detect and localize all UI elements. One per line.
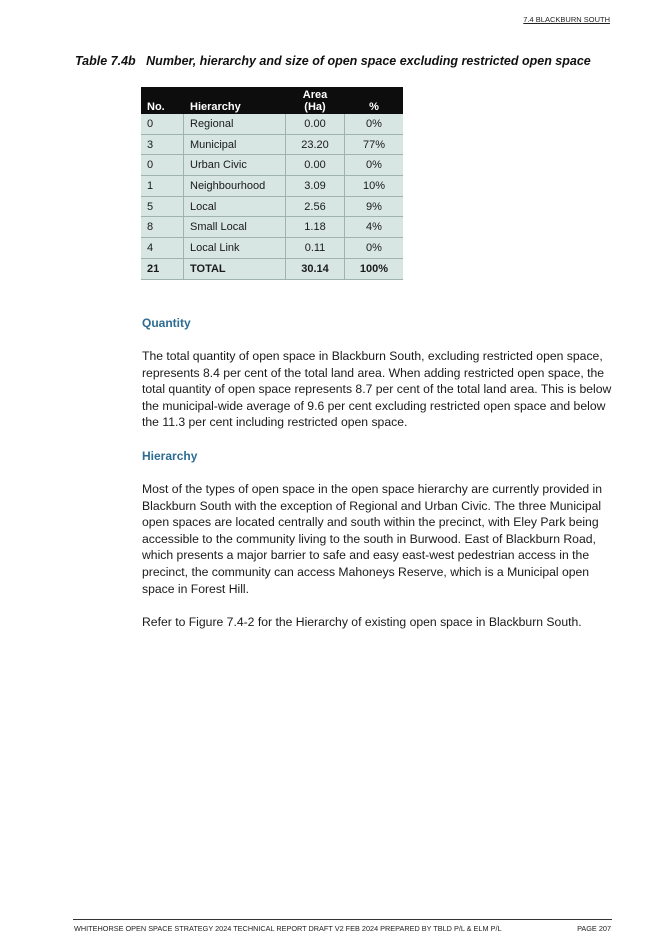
header-area-line2: (Ha) (304, 101, 326, 113)
cell-hierarchy: Regional (184, 114, 286, 134)
cell-hierarchy: Neighbourhood (184, 176, 286, 197)
header-area-line1: Area (302, 89, 328, 101)
header-percent: % (345, 87, 404, 114)
table-row (141, 155, 403, 176)
cell-area: 2.56 (286, 196, 345, 217)
footer-document-info: WHITEHORSE OPEN SPACE STRATEGY 2024 TECHNICAL REPORT DRAFT V2 FEB 2024 PREPARED BY TBLD P/L & ELM P/L (74, 924, 502, 933)
cell-no: 0 (141, 155, 184, 176)
footer-divider (73, 919, 612, 920)
cell-area: 3.09 (286, 176, 345, 197)
cell-percent: 9% (345, 196, 404, 217)
cell-hierarchy: Local (184, 196, 286, 217)
table-caption (75, 54, 591, 68)
cell-no: 4 (141, 238, 184, 259)
total-area: 30.14 (286, 258, 345, 279)
cell-percent: 10% (345, 176, 404, 197)
table-row (141, 114, 403, 134)
cell-hierarchy: Urban Civic (184, 155, 286, 176)
cell-percent: 0% (345, 114, 404, 134)
cell-no: 1 (141, 176, 184, 197)
quantity-paragraph: The total quantity of open space in Blackburn South, excluding restricted open space, represents 8.4 per cent of the total land area. When adding restricted open space, the total quantity of open space represents 8.7 per cent of the total land area. This is below the municipal-wide average of 9.6 per cent excluding restricted open space and below the 11.3 per cent including restricted open space. (142, 349, 612, 430)
cell-area: 1.18 (286, 217, 345, 238)
cell-no: 8 (141, 217, 184, 238)
cell-area: 0.00 (286, 155, 345, 176)
quantity-heading: Quantity (142, 316, 191, 330)
table-number: Table 7.4b (75, 54, 136, 68)
table-header-row (141, 87, 403, 114)
cell-area: 0.00 (286, 114, 345, 134)
header-hierarchy: Hierarchy (184, 87, 286, 114)
table-title: Number, hierarchy and size of open space excluding restricted open space (146, 54, 591, 68)
footer-page-number: PAGE 207 (577, 924, 611, 933)
cell-hierarchy: Local Link (184, 238, 286, 259)
open-space-table (141, 87, 403, 280)
cell-hierarchy: Small Local (184, 217, 286, 238)
total-no: 21 (141, 258, 184, 279)
cell-no: 5 (141, 196, 184, 217)
table-row (141, 176, 403, 197)
header-area (286, 87, 345, 114)
hierarchy-paragraph: Most of the types of open space in the open space hierarchy are currently provided in Blackburn South with the exception of Regional and Urban Civic. The three Municipal open spaces are located centrally and south within the precinct, with Eley Park being accessible to the community living to the south in Burwood. East of Blackburn Road, which presents a major barrier to safe and easy east-west pedestrian access in the precinct, the community can access Mahoneys Reserve, which is a Municipal open space in Forest Hill. (142, 482, 603, 596)
table-total-row (141, 258, 403, 279)
total-label: TOTAL (184, 258, 286, 279)
table-row (141, 217, 403, 238)
cell-area: 0.11 (286, 238, 345, 259)
running-header: 7.4 BLACKBURN SOUTH (523, 15, 610, 24)
cell-percent: 4% (345, 217, 404, 238)
table-row (141, 134, 403, 155)
hierarchy-heading: Hierarchy (142, 449, 198, 463)
header-no: No. (141, 87, 184, 114)
cell-percent: 0% (345, 155, 404, 176)
figure-reference-paragraph: Refer to Figure 7.4-2 for the Hierarchy of existing open space in Blackburn South. (142, 615, 582, 629)
cell-percent: 77% (345, 134, 404, 155)
total-percent: 100% (345, 258, 404, 279)
cell-no: 3 (141, 134, 184, 155)
cell-area: 23.20 (286, 134, 345, 155)
cell-no: 0 (141, 114, 184, 134)
cell-hierarchy: Municipal (184, 134, 286, 155)
table-row (141, 196, 403, 217)
cell-percent: 0% (345, 238, 404, 259)
table-row (141, 238, 403, 259)
